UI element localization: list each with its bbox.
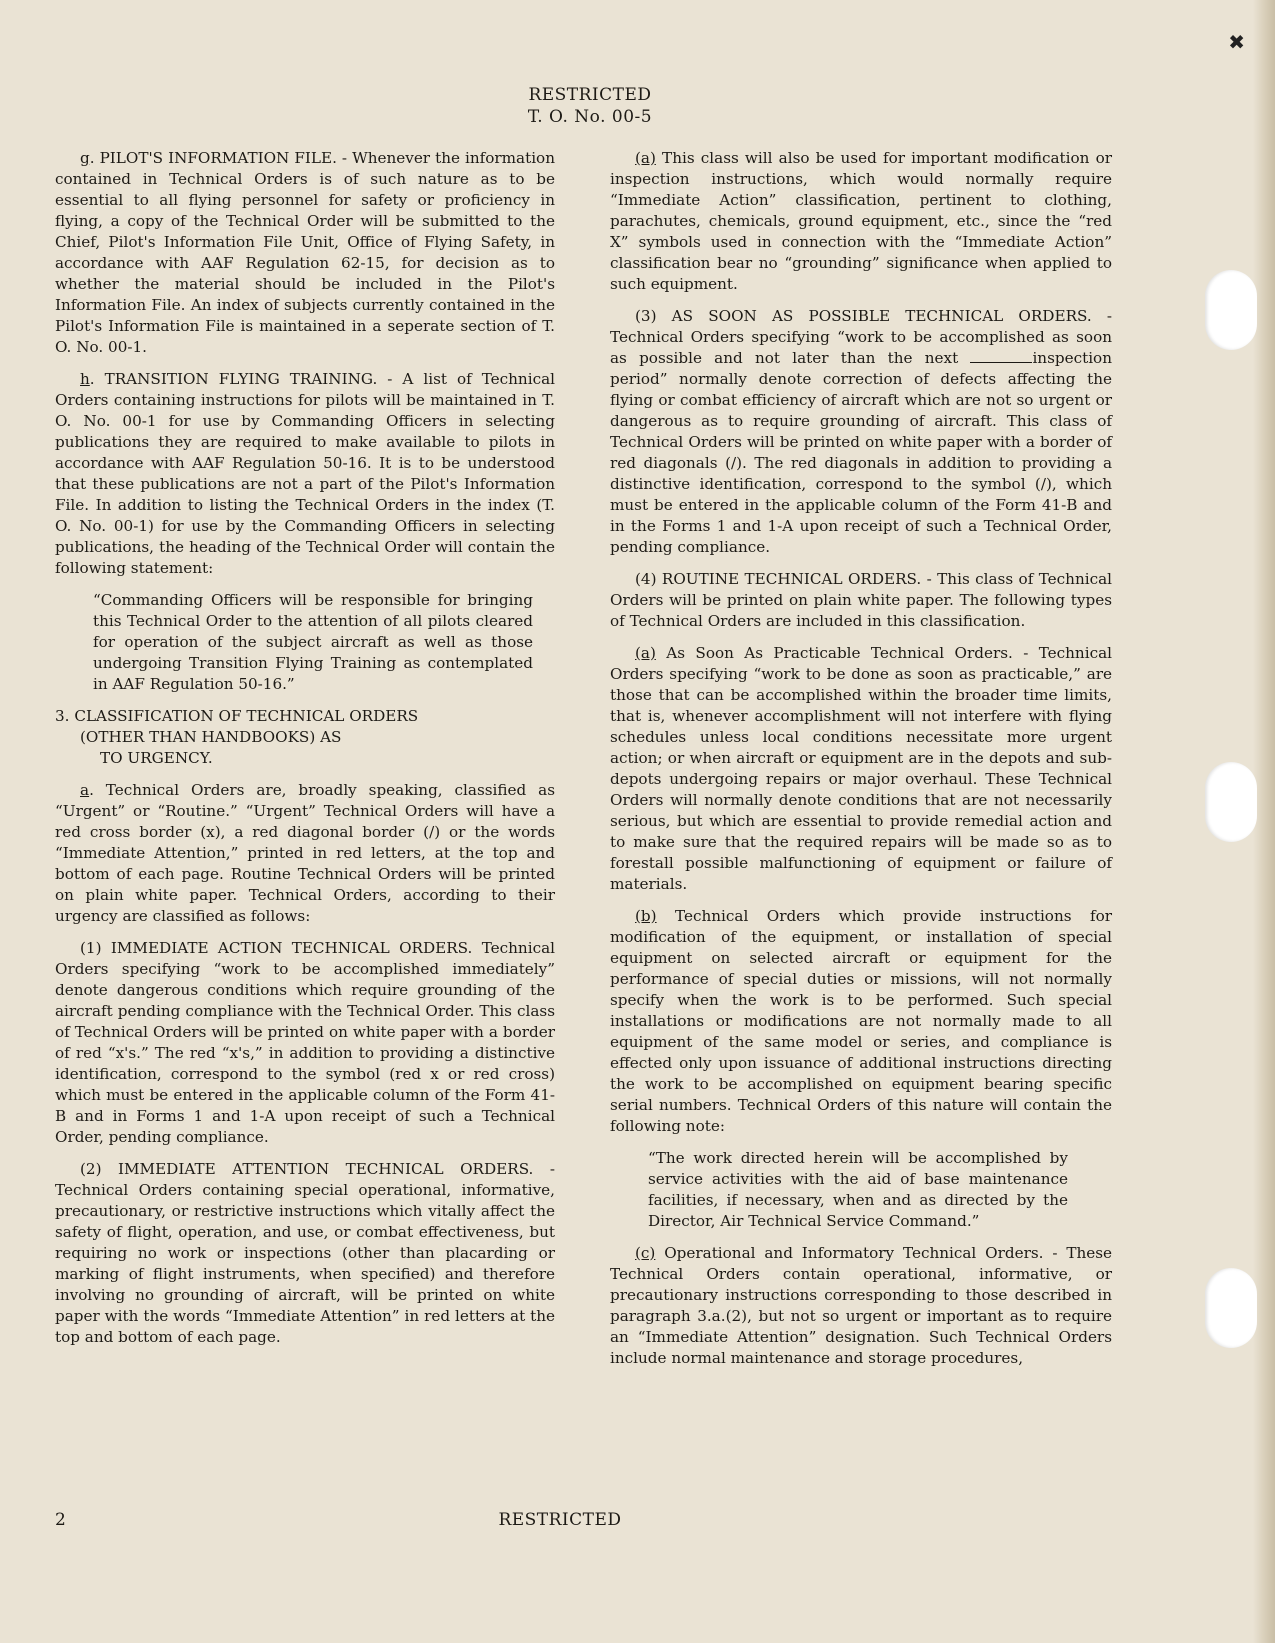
section-3-heading: 3. CLASSIFICATION OF TECHNICAL ORDERS (OTHER THAN HANDBOOKS) AS TO URGENCY. [55,707,419,767]
paragraph-immediate-action: (1) IMMEDIATE ACTION TECHNICAL ORDERS. Technical Orders specifying “work to be accomplished immediately” denote dangerous conditions which require grounding of the aircraft pending compliance with the Technical Order. This class of Technical Orders will be printed on white paper with a border of red “x's.” The red “x's,” in addition to providing a distinctive identification, correspond to the symbol (red x or red cross) which must be entered in the applicable column of the Form 41-B and in Forms 1 and 1-A upon receipt of such a Technical Order, pending compliance. [55,939,555,1146]
paragraph-g: g. PILOT'S INFORMATION FILE. - Whenever the information contained in Technical Orders is of such nature as to be essential to all flying personnel for safety or proficiency in flying, a copy of the Technical Order will be submitted to the Chief, Pilot's Information File Unit, Office of Flying Safety, in accordance with AAF Regulation 62-15, for decision as to whether the material should be included in the Pilot's Information File. An index of subjects currently contained in the Pilot's Information File is maintained in a seperate section of T. O. No. 00-1. [55,149,555,356]
punch-hole-bottom [1205,1268,1257,1348]
punch-hole-middle [1205,762,1257,842]
header-to-number: T. O. No. 00-5 [527,107,653,127]
para-label-a: a [80,781,90,799]
page-number: 2 [55,1510,66,1530]
paragraph-4a: (a) As Soon As Practicable Technical Orders. - Technical Orders specifying “work to be done as soon as practicable,” are those that can be accomplished within the broader time limits, that is, whenever accomplishment will not interfere with flying schedules unless local conditions necessitate more urgent action; or when aircraft or equipment are in the depots and sub-depots undergoing repairs or major overhaul. These Technical Orders will normally denote conditions that are not necessarily serious, but which are essential to provide remedial action and to make sure that the required repairs will be made so as to forestall possible malfunctioning of equipment or failure of materials. [610,644,1112,893]
blank-fill-line [970,348,1032,363]
para-label-4c: (c) [635,1244,656,1262]
paragraph-routine: (4) ROUTINE TECHNICAL ORDERS. - This class of Technical Orders will be printed on plain white paper. The following types of Technical Orders are included in this classification. [610,570,1112,630]
left-column [55,148,555,1359]
right-column [610,148,1112,1380]
quote-work-directed: “The work directed herein will be accomplished by service activities with the aid of base maintenance facilities, if necessary, when and as directed by the Director, Air Technical Service Command.” [648,1149,1068,1230]
paragraph-4c: (c) Operational and Informatory Technical Orders. - These Technical Orders contain operational, informative, or precautionary instructions corresponding to those described in paragraph 3.a.(2), but not so urgent or important as to require an “Immediate Attention” designation. Such Technical Orders include normal maintenance and storage procedures, [610,1244,1112,1367]
punch-hole-top [1205,270,1257,350]
corner-registration-mark: ✖ [1228,30,1245,54]
quote-commanding-officers: “Commanding Officers will be responsible for bringing this Technical Order to the attention of all pilots cleared for operation of the subject aircraft as well as those undergoing Transition Flying Training as contemplated in AAF Regulation 50-16.” [93,591,533,693]
paragraph-immediate-attention: (2) IMMEDIATE ATTENTION TECHNICAL ORDERS. - Technical Orders containing special operational, informative, precautionary, or restrictive instructions which vitally affect the safety of flight, operation, and use, or combat effectiveness, but requiring no work or inspections (other than placarding or marking of flight instruments, when specified) and therefore involving no grounding of aircraft, will be printed on white paper with the words “Immediate Attention” in red letters at the top and bottom of each page. [55,1160,555,1346]
paragraph-3a: a. Technical Orders are, broadly speaking, classified as “Urgent” or “Routine.” “Urgent” Technical Orders will have a red cross border (x), a red diagonal border (/) or the words “Immediate Attention,” printed in red letters, at the top and bottom of each page. Routine Technical Orders will be printed on plain white paper. Technical Orders, according to their urgency are classified as follows: [55,781,555,925]
para-label-g: g [80,149,90,167]
paragraph-h: h. TRANSITION FLYING TRAINING. - A list of Technical Orders containing instructions for pilots will be maintained in T. O. No. 00-1 for use by Commanding Officers in selecting publications they are required to make available to pilots in accordance with AAF Regulation 50-16. It is to be understood that these publications are not a part of the Pilot's Information File. In addition to listing the Technical Orders in the index (T. O. No. 00-1) for use by the Commanding Officers in selecting publications, the heading of the Technical Order will contain the following statement: [55,370,555,577]
footer-classification: RESTRICTED [498,1510,622,1530]
para-label-2a: (a) [635,149,656,167]
para-label-h: h [80,370,90,388]
para-label-4b: (b) [635,907,657,925]
header-classification: RESTRICTED [528,85,652,105]
paragraph-4b: (b) Technical Orders which provide instructions for modification of the equipment, or installation of special equipment on selected aircraft or equipment for the performance of special duties or missions, will not normally specify when the work is to be performed. Such special installations or modifications are not normally made to all equipment of the same model or series, and compliance is effected only upon issuance of additional instructions directing the work to be accomplished on equipment bearing specific serial numbers. Technical Orders of this nature will contain the following note: [610,907,1112,1135]
paragraph-2a: (a) This class will also be used for important modification or inspection instructions, which would normally require “Immediate Action” classification, pertinent to clothing, parachutes, chemicals, ground equipment, etc., since the “red X” symbols used in connection with the “Immediate Action” classification bear no “grounding” significance when applied to such equipment. [610,149,1112,293]
page-header [0,84,1180,128]
paragraph-as-soon-as-possible: (3) AS SOON AS POSSIBLE TECHNICAL ORDERS. - Technical Orders specifying “work to be accomplished as soon as possible and not later than the next inspection period” normally denote correction of defects affecting the flying or combat efficiency of aircraft which are not so urgent or dangerous as to require grounding of aircraft. This class of Technical Orders will be printed on white paper with a border of red diagonals (/). The red diagonals in addition to providing a distinctive identification, correspond to the symbol (/), which must be entered in the applicable column of the Form 41-B and in the Forms 1 and 1-A upon receipt of such a Technical Order, pending compliance. [610,307,1112,556]
para-label-4a: (a) [635,644,656,662]
